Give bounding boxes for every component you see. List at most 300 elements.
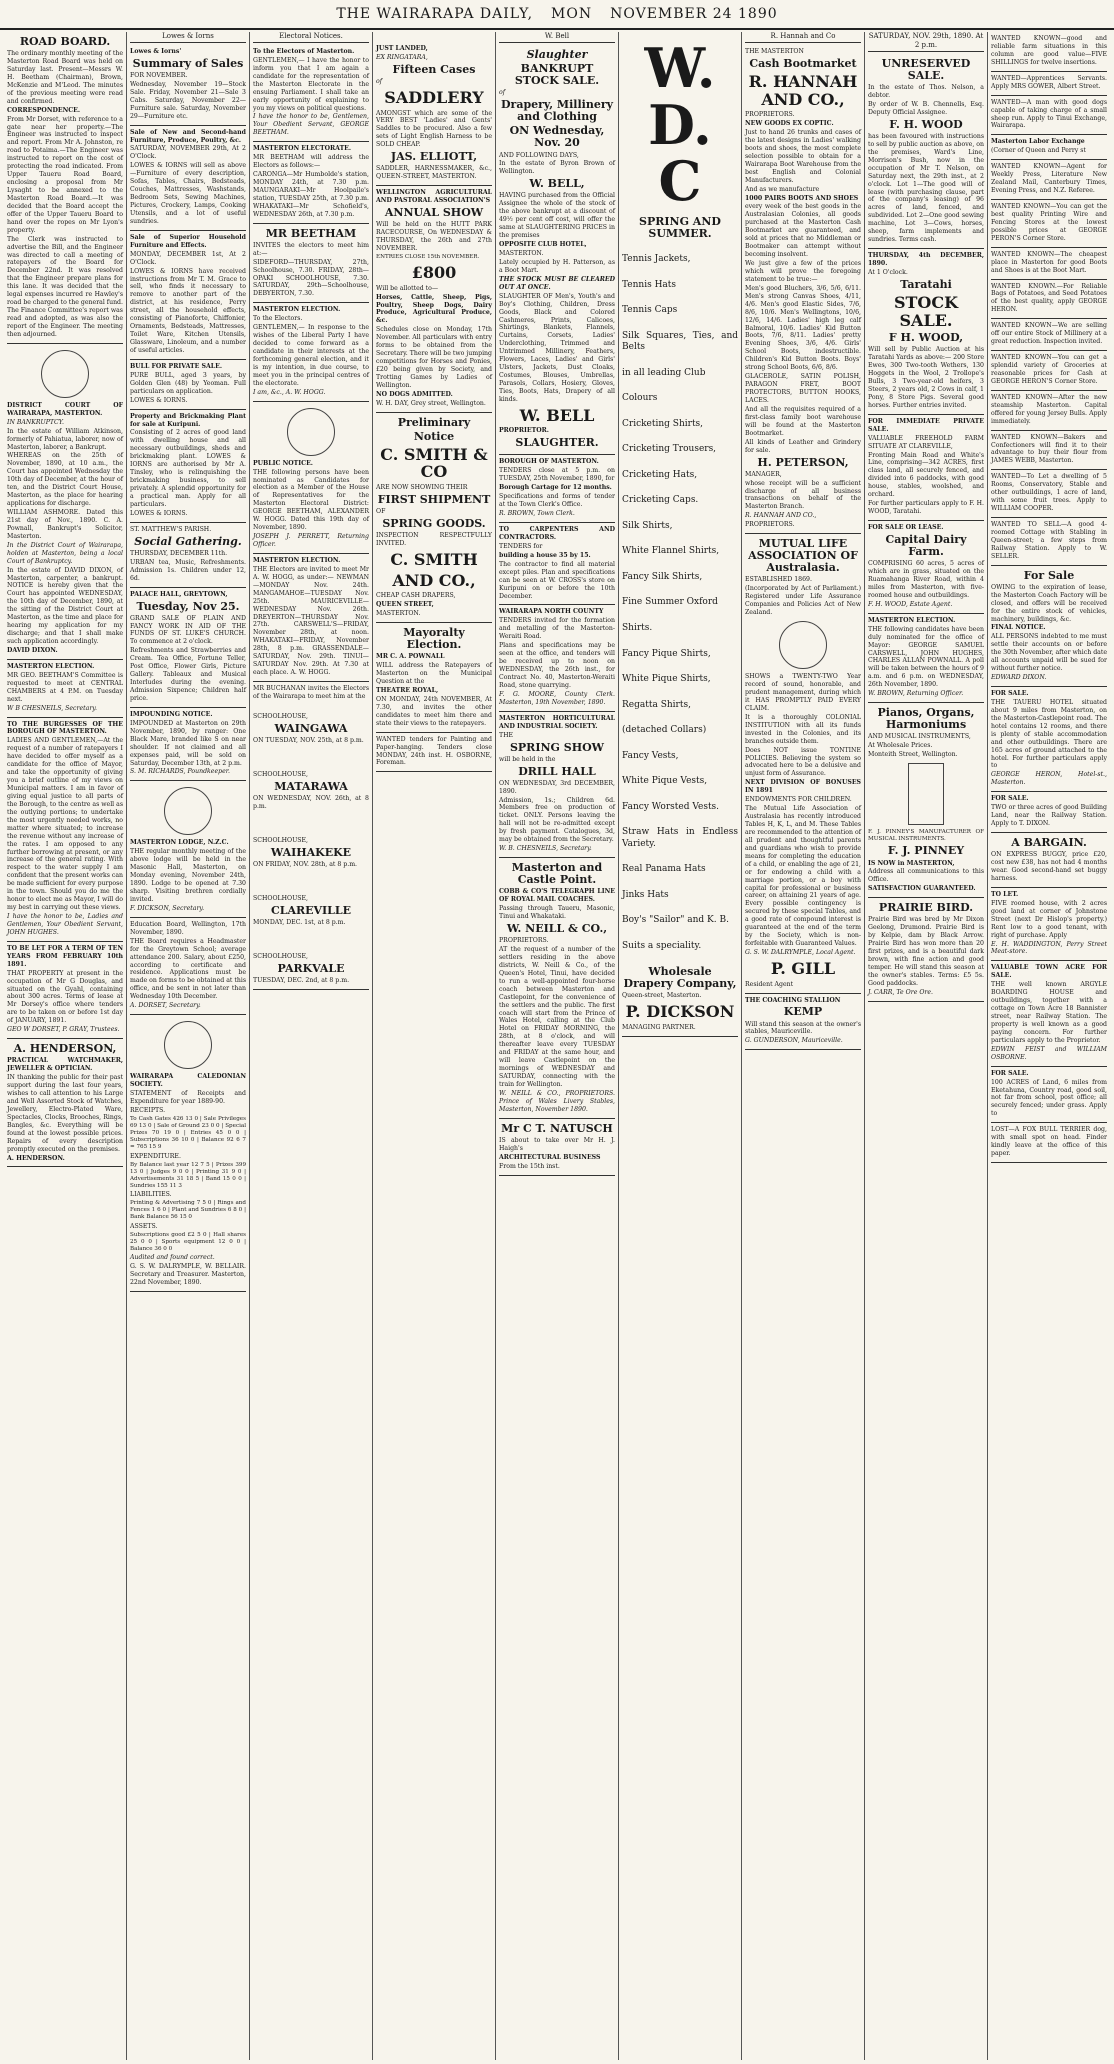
bargain-heading: A BARGAIN. [1011,836,1087,850]
mayoral-election-heading: MASTERTON ELECTION. [868,616,956,624]
architectural-business: ARCHITECTURAL BUSINESS [499,1153,601,1161]
beetham-address-body: GENTLEMEN,— I have the honor to inform you that I am again a candidate for the representation of the Masterton Electorate in the ensuing Parliament. I shall take an early opportunity of explaining to you my views on political questions. [253,56,369,112]
column-7-header: R. Hannah and Co [745,32,861,43]
labor-exchange-heading: Masterton Labor Exchange [991,138,1085,146]
lease-heading: FOR SALE OR LEASE. [868,524,944,531]
unreserved-sale [868,54,984,249]
place-clareville: CLAREVILLE [270,903,352,917]
pownall-date: ON MONDAY, 24th NOVEMBER, At 7.30, and invites the other candidates to meet him there and state their views to the ratepayers. [376,695,492,727]
hogg-to-electors: To the Electors. [253,315,303,323]
next-division: NEXT DIVISION OF BONUSES IN 1891 [745,779,861,795]
wanted-ad-text: WANTED—To Let a dwelling of 5 Rooms, Conservatory, Stable and other outbuildings, 1 acre of land, with some fruit trees. Apply to WILLIAM COOPER. [991,473,1107,513]
wdc-item: Colours [622,393,658,404]
caledonian-signature: G. S. W. DALRYMPLE, W. BELLAIR. Secretary and Treasurer. Masterton, 22nd November, 1890. [130,1262,246,1286]
cartage-heading: Borough Cartage for 12 months. [499,484,612,492]
lease-heading: TO BE LET FOR A TERM OF TEN YEARS FROM FEBRUARY 10th 1891. [7,944,123,968]
place-waingawa: WAINGAWA [274,721,348,735]
stock-sale-date: THURSDAY, 4th DECEMBER, 1890. [868,252,984,267]
coach-service-ad [499,858,615,1119]
coach-line: COBB & CO'S TELEGRAPH LINE OF ROYAL MAIL COACHES. [499,888,615,904]
burgesses-heading: TO THE BURGESSES OF THE BOROUGH OF MASTERTON. [7,720,123,736]
summary-schedule: Wednesday, November 19—Stock Sale. Friday, November 21—Sale 3 Cabs. Saturday, November 22—Furniture sale. Saturday, November 29—Furniture etc. [130,80,246,120]
lost-dog-ad [991,1123,1107,1163]
brickmaking-body: Consisting of 2 acres of good land with dwelling house and all necessary outbuildings, sheds and brickmaking plant. LOWES & IORNS are authorised by Mr A. Tinsley, who is relinquishing the brickmaking business, to sell privately. A splendid opportunity for a practical man. Apply for all particulars. [130,429,246,508]
hogg-meetings [253,554,369,682]
first-shipment: FIRST SHIPMENT [377,493,491,506]
beetham-name: MR BEETHAM [265,226,357,240]
painting-tenders [376,733,492,773]
column-8 [865,32,988,2060]
wanted-ad-text: WANTED KNOWN—The cheapest place in Masterton for good Boots and Shoes is at the Boot Mart. [991,250,1107,274]
hogg-election-heading: MASTERTON ELECTION. [253,306,341,314]
wanted-ad-text: WANTED KNOWN—Bakers and Confectioners will find it to their advantage to buy their flour from JAMES WEBB, Masterton. [991,433,1107,465]
column-5-header: W. Bell [499,32,615,43]
freehold-body: Fronting Main Road and White's Line, comprising—342 ACRES, first class land, all securely fenced, and divided into 6 paddocks, with good house, stables, woolshed, and orchard. [868,451,984,499]
prize-amount: £800 [411,263,457,283]
dairy-heading: Capital Dairy Farm. [885,532,967,559]
social-date: THURSDAY, DECEMBER 11th. [130,549,228,557]
established: ESTABLISHED 1869. [745,576,812,584]
peterson-name: H. PETERSON, [757,455,849,469]
wdc-item: White Pique Vests, [622,776,708,787]
wood-body: has been favoured with instructions to sell by public auction as above, on the premises, Ward's Line, Morrison's Bush, now in the occupation of Mr T. Nelson, on Saturday next, the 29th inst., at 2 o'clock. Lot 1—The good will of lease (with purchasing clause, part of the company's leasing) of 96 acres of land, fenced, and subdivided. Lot 2—One good sewing machine, Lot 3—Cows, horses, sheep, farm implements and sundries. Terms cash. [868,132,984,244]
electorate-meetings [253,142,369,223]
caledonian-heading: WAIRARAPA CALEDONIAN SOCIETY. [130,1073,246,1089]
bull-sale-signature: LOWES & IORNS. [130,396,188,404]
household-sale-date: MONDAY, DECEMBER 1st, At 2 O'Clock. [130,250,246,266]
parish-name: ST. MATTHEW'S PARISH. [130,525,212,533]
show-secretary: W. H. DAY, Grey street, Wellington. [376,399,486,407]
palace-hall-heading: PALACE HALL, GREYTOWN, [130,590,228,598]
spring-show-ad [499,712,615,858]
fair-body: Refreshments and Strawberries and Cream. Tea Office, Fortune Teller, Post Office, Flower Girls, Picture Gallery. Tableaux and Musical Interludes during the evening. Admission Sixpence; Children half price. [130,647,246,702]
returning-officer: JOSEPH J. PERRETT, Returning Officer. [253,533,369,549]
wanted-ad-text: WANTED TO SELL—A good 4-roomed Cottage with Stabling in Queen-street; a few steps from Railway Station. Apply to W. SELLER. [991,521,1107,560]
now-in-masterton: IS NOW in MASTERTON, [868,859,955,867]
wdc-item: Boy's "Sailor" and K. B. [622,915,729,926]
building-land-sale [991,792,1107,833]
smith-preliminary-ad [376,413,492,623]
wdc-ad [622,32,738,1037]
education-body: THE Board requires a Headmaster for the Greytown School; average attendance 200. Salary, about £250, according to certificate and residence. Applications must be made on forms to be obtained at this office, and be sent in not later than Wednesday 10th December. [130,937,246,1001]
mayoral-address-body: LADIES AND GENTLEMEN,—At the request of a number of ratepayers I have decided to offer myself as a candidate for the office of Mayor, and take the opportunity of giving you a brief outline of my views on Municipal matters. I am in favor of giving equal justice to all parts of the Borough, to the centre as well as the outlying portions; to undertake the most urgently needed works, no matter where situated; to increase the revenue without any increase of the rates. I am opposed to any further borrowing at present, or any increase of the general rating. With respect to the water supply I am confident that the present works can be made sufficient for every purpose in the town. Should you do me the honor to elect me as Mayor, I will do my best in carrying out these views. [7,737,123,912]
henderson-signature: A. HENDERSON. [7,1154,65,1162]
elliott-name: JAS. ELLIOTT, [390,150,478,164]
fair-date: Tuesday, Nov 25. [136,599,240,613]
stock-sale-time: At 1 O'clock. [868,268,908,276]
horticultural-heading: MASTERTON HORTICULTURAL AND INDUSTRIAL SOCIETY. [499,714,615,730]
furniture-sale [130,126,246,231]
wanted-ad-text: WANTED—Apprentices Servants. Apply MRS GOWER, Albert Street. [991,74,1107,90]
queen-street: QUEEN STREET, [376,601,434,609]
wholesale-address: Queen-street, Masterton. [622,992,702,1000]
cartage-body: Specifications and forms of tender at the Town Clerk's Office. [499,493,615,509]
furniture-sale-body: LOWES & IORNS will sell as above—Furniture of every description, Sofas, Tables, Chairs, Bedsteads, Couches, Mattresses, Washstands, Bedroom Sets, Sewing Machines, Pictures, Crockery, Lamps, Cooking Utensils, and a lot of useful sundries. [130,162,246,225]
stock-cleared: THE STOCK MUST BE CLEARED OUT AT ONCE. [499,275,615,291]
freehold-heading: VALUABLE FREEHOLD FARM SITUATE AT CLAREVILLE, [868,434,984,450]
show-signature: W. B. CHESNEILS, Secretary. [499,845,592,853]
receipts-lines: To Cash Gates 426 13 0 | Sale Privileges 69 13 0 | Sale of Ground 23 0 0 | Special Prizes 70 19 0 | Entries 45 0 0 | Subscriptions 36 10 0 | Balance 92 6 7 = 765 15 9 [130,1115,246,1151]
wdc-item: Fine Summer Oxford [622,597,718,608]
wanted-ad-text: WANTED—A man with good dogs capable of taking charge of a small sheep run. Apply to Tinui Exchange, Wairarapa. [991,98,1107,130]
freehold-further: For further particulars apply to F. H. WOOD, Taratahi. [868,500,984,516]
furniture-sale-heading: Sale of New and Second-hand Furniture, Produce, Poultry, &c. [130,128,246,144]
lodge-body: THE regular monthly meeting of the above lodge will be held in the Masonic Hall, Masterton, on Monday evening, November 24th, 1890. Lodge to be opened at 7.30 sharp. Visiting brethren cordially invited. [130,848,246,903]
assets-heading: ASSETS. [130,1222,158,1230]
drill-hall: DRILL HALL [518,764,596,778]
schoolhouse-2: SCHOOLHOUSE, [253,770,309,778]
correspondence-body: From Mr Dorset, with reference to a gate near her property.—The Engineer was instructed to inspect and report. From Mr A. Johnston, re road to Potaima.—The Engineer was instructed to report on the cost of protecting the road indicated. From Upper Taueru Road Board, enclosing a proposal from Mr Lysaght to be annexed to the Masterton Road Board.—It was decided that the Board accept the offer of the Upper Taueru Board to hand over the ropes on Mr Lyon's property. [7,115,123,234]
pairs-body: every week of the best goods in the Australasian Colonies, all goods purchased at the Masterton Cash Bootmarket are guaranteed, and sold at prices that no Middleman or Bootmaker can attempt without becoming insolvent. [745,203,861,259]
bull-sale-heading: BULL FOR PRIVATE SALE. [130,362,222,370]
pinney-label: F. J. PINNEY'S MANUFACTURER OF MUSICAL INSTRUMENTS. [868,829,984,843]
proprietors-label: PROPRIETORS. [745,111,795,119]
coach-factory-body: OWING to the expiration of lease, the Masterton Coach Factory will be closed, and offers will be received for the entire stock of vehicles, machinery, buildings, &c. [991,583,1107,623]
estate-line: In the estate of Thos. Nelson, a debtor. [868,84,984,100]
wdc-item: Cricketing Caps. [622,495,699,506]
cheap-cash-drapers: CHEAP CASH DRAPERS, [376,592,456,600]
wanted-ad-4 [991,160,1107,200]
column-7 [742,32,865,2060]
date-matarawa: ON WEDNESDAY, NOV. 26th, at 8 p.m. [253,794,369,810]
invites-line: INVITES the electors to meet him at:— [253,241,369,257]
buchanan-intro: MR BUCHANAN invites the Electors of the Wairarapa to meet him at the [253,685,369,700]
columns [4,32,1110,2060]
coat-of-arms-icon [41,350,89,398]
coach-route: Passing through Taueru, Masonic, Tinui and Whakataki. [499,905,615,921]
show-categories: Horses, Cattle, Sheep, Pigs, Poultry, Sheep Dogs, Dairy Produce, Agricultural Produce, &c. [376,293,492,325]
land-sale-body: 100 ACRES of Land, 6 miles from Eketahuna, Country road, good soil, not far from school, post office; all securely fenced; under grass. Apply to [991,1078,1107,1118]
north-county-tender [499,605,615,711]
will-be-held: will be held in the [499,755,556,763]
social-gathering [130,523,246,588]
election-heading: MASTERTON ELECTION. [7,662,95,670]
column-8-header: SATURDAY, NOV. 29th, 1890. At 2 p.m. [868,32,984,52]
lowes-iorns-summary [130,45,246,126]
brickmaking-signature: LOWES & IORNS. [130,509,188,517]
schoolhouse-4: SCHOOLHOUSE, [253,894,309,902]
town-acre-sale [991,961,1107,1066]
place-waihakeke: WAIHAKEKE [270,845,352,859]
expenditure-heading: EXPENDITURE. [130,1152,181,1160]
hotel-sale-body: THE TAUERU HOTEL situated about 9 miles from Masterton, on the Masterton-Castlepoint road. The hotel contains 12 rooms, and there is plenty of stable accommodation and other outbuildings. There are 165 acres of ground attached to the hotel. For further particulars apply to [991,698,1107,770]
electorate-heading: MASTERTON ELECTORATE. [253,145,352,153]
final-notice-heading: FINAL NOTICE. [991,624,1046,632]
wdc-item: Real Panama Hats [622,864,706,875]
local-agent: G. S. W. DALRYMPLE, Local Agent. [745,949,856,957]
admission-body: Admission, 1s.; Children 6d. Members free on production of ticket. ONLY. Persons leaving the hall will not be re-admitted except by fresh payment. Catalogues, 3d, may be obtained from the Secretary. [499,796,615,844]
masterton-line: MASTERTON. [499,250,544,258]
house-tender [499,523,615,605]
dickson-name: P. DICKSON [625,1002,735,1022]
meeting-places: SIDEFORD—THURSDAY, 27th, Schoolhouse, 7.30. FRIDAY, 28th—OPAKI SCHOOLHOUSE, 7.30. SATURDAY, 29th—Schoolhouse, DEBYERTON, 7.30. [253,258,369,298]
slaughter-footer: SLAUGHTER. [515,436,599,450]
private-sale-heading: FOR IMMEDIATE PRIVATE SALE. [868,417,984,433]
elliott-subtitle: SADDLER, HARNESSMAKER, &c., QUEEN-STREET, MASTERTON. [376,165,492,181]
wdc-item: Tennis Jackets, [622,254,691,265]
wanted-ad-8 [991,319,1107,351]
for-sale-heading: For Sale [1023,568,1075,582]
wdc-item: Tennis Caps [622,305,678,316]
bull-sale-body: PURE BULL, aged 3 years, by Golden Glen (48) by Yeoman. Full particulars on application. [130,371,246,395]
to-let-ad [991,888,1107,962]
education-signature: A. DORSET, Secretary. [130,1002,201,1010]
pownall-name: MR C. A. POWNALL [376,653,445,661]
bankruptcy-heading: IN BANKRUPTCY. [7,418,65,426]
town-acre-body: THE well known ARGYLE BOARDING HOUSE and outbuildings, together with a cottage on Town Acre 18 Bannister street, near Railway Station. The property is well known as a good paying concern. For further particulars apply to the Proprietor. [991,981,1107,1044]
mayoral-election-body: THE following candidates have been duly nominated for the office of Mayor: GEORGE SAMUEL CARSWELL, JOHN HUGHES, CHARLES ALLAN POWNALL. A poll will be taken between the hours of 9 a.m. and 6 p.m. on WEDNESDAY, 26th November, 1890. [868,625,984,689]
dairy-farm-ad [868,521,984,614]
to-electors-heading: To the Electors of Masterton. [253,47,355,55]
social-body: URBAN tea, Music, Refreshments. Admission 1s. Children under 12, 6d. [130,558,246,582]
column-4 [373,32,496,2060]
wanted-ad-12 [991,470,1107,518]
wanted-ad-text: WANTED KNOWN—Agent for Weekly Press, Literature New Zealand Mail, Canterbury Times, Evening Press, and N.Z. Referee. [991,163,1107,195]
labor-exchange-address: (Corner of Queen and Perry st [991,147,1086,155]
correspondence-heading: CORRESPONDENCE. [7,106,81,114]
town-acre-signature: EDWIN FEIST and WILLIAM OSBORNE. [991,1045,1107,1061]
annual-show-body: Will be held on the HUTT PARK RACECOURSE, On WEDNESDAY & THURSDAY, the 26th and 27th NOVEMBER. [376,221,492,252]
masthead-title: THE WAIRARAPA DAILY, [336,6,534,22]
election-body: MR GEO. BEETHAM'S Committee is requested to meet at CENTRAL CHAMBERS at 4 P.M. on Tuesday next. [7,671,123,703]
wdc-item: (detached Collars) [622,725,707,736]
kemp-body: Will stand this season at the owner's stables, Mauriceville. [745,1020,861,1036]
natusch-ad [499,1119,615,1176]
wanted-ad-9 [991,351,1107,391]
bell-name: W. BELL, [529,177,585,191]
lodge-notice [130,781,246,917]
public-notice-heading: PUBLIC NOTICE. [253,459,313,467]
prairie-bird-body: Prairie Bird was bred by Mr Dixon Geelong, Drumond. Prairie Bird is by Kelpie, dam by Black Arrow. Prairie Bird has won more than 20 first prizes, and is a beautiful dark brown, with fine action and good temper. He will stand this season at the owner's stables. Terms: £5 5s. Good paddocks. [868,916,984,987]
society-emblem-icon [164,1021,212,1069]
wanted-ad-10 [991,391,1107,431]
wanted-ad-6 [991,248,1107,280]
waddington-signature: E. H. WADDINGTON, Perry Street Meat-store. [991,940,1107,956]
estate-line: In the estate of Byron Brown of Wellington. [499,160,615,176]
spring-summer-heading: SPRING AND SUMMER. [639,215,721,241]
wdc-item: Fancy Vests, [622,750,679,761]
bankruptcy-2-signature: DAVID DIXON. [7,646,58,654]
of-word: of [376,77,383,85]
lately-occupied: Lately occupied by H. Patterson, as a Boot Mart. [499,258,615,274]
slaughter-heading: Slaughter [526,47,588,61]
audited-note: Audited and found correct. [130,1254,215,1262]
wdc-item-list [622,254,738,952]
hotel-sale [991,687,1107,792]
hogg-signature: I am, &c., A. W. HOGG. [253,388,326,396]
building-land-heading: FOR SALE. [991,795,1029,803]
land-sale [991,1067,1107,1124]
heron-signature: GEORGE HERON, Hotel-st., Masterton. [991,771,1107,787]
of-word: of [499,89,506,97]
saddlery-ad [376,32,492,186]
show-notes: Schedules close on Monday, 17th November. All particulars with entry forms to be obtained from the Secretary. There will be two jumping competitions for Horses and Ponies, £20 being given by Society, and Trotting Games by Ladies of Wellington. [376,326,493,389]
bell-slaughter-ad [499,45,615,456]
mayoral-address [7,718,123,942]
lease-signature: GEO W DORSET, P. GRAY, Trustees. [7,1026,120,1034]
firm-name: Lowes & Iorns' [130,47,182,55]
place-parkvale: PARKVALE [277,961,345,975]
wdc-item: Tennis Hats [622,279,677,290]
beetham-address [253,45,369,142]
stock-list: SLAUGHTER OF Men's, Youth's and Boy's Clothing, Children, Dress Goods, Black and Colored Cashmeres, Prints, Calicoes, Shirtings, Blankets, Flannels, Curtains, Corsets, Ladies' Underclothing, Trimmed and Untrimmed Millinery, Feathers, Flowers, Laces, Ladies' and Girls' Ulsters, Jackets, Dust Cloaks, Costumes, Blouses, Umbrellas, Parasols, Collars, Hosiery, Gloves, Ties, Boots, Hats, Drapery of all kinds. [499,292,615,403]
assets-lines: Subscriptions good £2 5 0 | Hall shares 25 0 0 | Sports equipment 12 0 0 | Balance 36 0 0 [130,1231,246,1252]
notice-heading: Notice [413,429,455,443]
north-county-body: Plans and specifications may be seen at the office, and tenders will be received up to noon on WEDNESDAY, the 26th inst., for Contract No. 40, Masterton-Weraiti Road, stone quarrying. [499,642,615,689]
house-tender-body: The contractor to find all material except piles. Plan and specifications can be seen at W. CROSS's store on Kuripuni on or before the 10th December. [499,560,615,600]
date-waihakeke: ON FRIDAY, NOV. 28th, at 8 p.m. [253,860,358,868]
statement-heading: STATEMENT of Receipts and Expenditure for year 1889-90. [130,1090,246,1105]
column-3 [250,32,373,2060]
natusch-date: From the 15th inst. [499,1162,560,1170]
schoolhouse-1: SCHOOLHOUSE, [253,712,309,720]
place-matarawa: MATARAWA [274,779,348,793]
masthead [0,0,1114,30]
building-land-body: TWO or three acres of good Building Land, near the Railway Station. Apply to T. DIXON. [991,804,1107,828]
the-word: THE [499,731,514,739]
election-signature: W B CHESNEILS, Secretary. [7,704,97,712]
henderson-ad [7,1039,123,1167]
wanted-ad-11 [991,431,1107,471]
bankruptcy-2-heading: In the District Court of Wairarapa, holden at Masterton, being a local Court of Bankruptcy. [7,541,123,565]
wdc-item: Cricketing Shirts, [622,418,704,429]
road-board-body: The ordinary monthly meeting of the Masterton Road Board was held on Saturday last. Present—Messrs W. H. Beetham (Chairman), Brown, McKenzie and M'Leod. The minutes of the previous meeting were read and confirmed. [7,50,123,105]
masterton-line: MASTERTON. [376,610,421,618]
henderson-subtitle: PRACTICAL WATCHMAKER, JEWELLER & OPTICIAN. [7,1057,123,1073]
no-dogs: NO DOGS ADMITTED. [376,390,453,398]
annual-show-ad [376,186,492,413]
impounding-notice [130,708,246,782]
wdc-item: White Flannel Shirts, [622,546,720,557]
mayoral-returning-officer: W. BROWN, Returning Officer. [868,690,964,698]
hogg-meetings-heading: MASTERTON ELECTION. [253,556,341,564]
wanted-ad-text: WANTED KNOWN—You can get a splendid variety of Groceries at reasonable prices for Cash at GEORGE HERON'S Corner Store. [991,354,1107,385]
wanted-ad-3 [991,96,1107,136]
wholesale-drapery-name: Wholesale Drapery Company, [623,965,737,991]
bell-body: HAVING purchased from the Official Assignee the whole of the stock of the above bankrupt at a discount of 49½ per cent off cost, will offer the same at SLAUGHTERING PRICES in the premises [499,192,615,240]
henderson-body: IN thanking the public for their past support during the last four years, wishes to call attention to his Large and Well Assorted Stock of Watches, Jewellery, Electro-Plated Ware, Spectacles, Clocks, Brooches, Rings, Bangles, &c. Everything will be found at the lowest possible prices. Repairs of every description promptly executed on the premises. [7,1074,123,1153]
wanted-ad-2 [991,72,1107,96]
mutual-life-heading: MUTUAL LIFE ASSOCIATION OF Australasia. [748,537,858,575]
column-5 [496,32,619,2060]
dairy-body: COMPRISING 60 acres, 5 acres of which are in grass, situated on the Ruamahanga River Road, within 4 miles from Masterton, with five-roomed house and outbuildings. [868,560,984,599]
liabilities-lines: Printing & Advertising 7 5 0 | Rings and Fences 1 6 0 | Plant and Sundries 6 8 0 | Bank Balance 56 15 0 [130,1200,246,1221]
the-masterton: THE MASTERTON [745,47,804,55]
wanted-ad-7 [991,280,1107,320]
date-clareville: MONDAY, DEC. 1st, at 8 p.m. [253,918,346,926]
borough-cartage-tender [499,455,615,523]
palace-hall-fair [130,588,246,708]
mayoralty-heading: Mayoralty Election. [403,626,465,652]
managing-partner: MANAGING PARTNER. [622,1023,696,1031]
stallion-heading: THE COACHING STALLION [745,996,841,1004]
brickmaking-heading: Property and Brickmaking Plant for sale at Kuripuni. [130,412,246,428]
cartage-signature: R. BROWN, Town Clerk. [499,510,575,518]
road-board-report [7,32,123,344]
wdc-item: Jinks Hats [622,889,669,900]
freehold-farm-sale [868,415,984,521]
manager-label: MANAGER, [745,470,782,478]
saddlery-heading: SADDLERY [384,87,484,107]
summary-heading: Summary of Sales [132,56,244,70]
bankruptcy-2-body: In the estate of DAVID DIXON, of Masterton, carpenter, a bankrupt. NOTICE is hereby given that the Court has appointed WEDNESDAY, the 10th day of December, 1890, at the sitting of the District Court at Masterton, as the time and place for hearing my application for my discharge; and that I shall make such application accordingly. [7,566,123,646]
satisfaction-guaranteed: SATISFACTION GUARANTEED. [868,885,976,893]
column-6 [619,32,742,2060]
fifteen-cases: Fifteen Cases [392,62,476,76]
pinney-name: F. J. PINNEY [887,844,965,858]
mayoral-address-signature: I have the honor to be, Ladies and Gentlemen, Your Obedient Servant, JOHN HUGHES. [7,913,123,936]
masthead-date: NOVEMBER 24 1890 [610,6,778,22]
piano-icon [908,763,944,825]
stock-sale-heading: STOCK SALE. [893,292,959,330]
wdc-item: Suits a speciality. [622,940,702,951]
wanted-ad-text: WANTED KNOWN—You can get the best quality Printing Wire and Fencing Stores at the lowest possible prices at GEORGE PERON'S Corner Store. [991,203,1107,242]
spring-show-heading: SPRING SHOW [509,740,605,754]
date-waingawa: ON TUESDAY, NOV. 25th, at 8 p.m. [253,736,364,744]
impounding-heading: IMPOUNDING NOTICE. [130,710,213,718]
contractors-heading: TO CARPENTERS AND CONTRACTORS. [499,526,615,541]
impounding-body: IMPOUNDED at Masterton on 29th November, 1890, by ranger: One Black Mare, branded like S on near shoulder. If not claimed and all expenses paid, will be sold on Saturday, December 13th, at 2 p.m. [130,719,246,767]
land-sale-heading: FOR SALE. [991,1069,1029,1077]
wdc-item: Silk Squares, Ties, and Belts [622,330,738,353]
endowments-heading: ENDOWMENTS FOR CHILDREN. [745,796,852,804]
peterson-body: whose receipt will be a sufficient discharge of all business transactions on behalf of the Masterton Branch. [745,479,861,511]
polish-list: GLACEROLE, SATIN POLISH, PARAGON FRET, BOOT PROTECTORS, BUTTON HOOKS, LACES. [745,373,861,404]
wdc-item: Straw Hats in Endless Variety. [622,827,738,849]
court-heading: DISTRICT COURT OF WAIRARAPA, MASTERTON. [7,401,123,417]
neill-proprietors: PROPRIETORS. [499,937,549,945]
column-9 [988,32,1110,2060]
column-2-header: Lowes & Iorns [130,32,246,43]
order-line: By order of W. B. Chennells, Esq. Deputy Official Assignee. [868,100,984,116]
painting-tenders-body: WANTED tenders for Painting and Paper-hanging. Tenders close MONDAY, 24th inst. H. OSBORNE, Foreman. [376,735,492,767]
lease-body: THAT PROPERTY at present in the occupation of Mr G Douglas, and situated on the Gyahl, containing about 300 acres. Terms of lease at Mr Dorsey's office where tenders are to be taken on or before 1st day of JANUARY, 1891. [7,969,123,1025]
receipts-heading: RECEIPTS. [130,1106,166,1114]
unreserved-heading: UNRESERVED SALE. [881,56,971,82]
kemp-signature: G. GUNDERSON, Mauriceville. [745,1037,843,1045]
cash-bootmarket: Cash Bootmarket [749,56,857,70]
electorate-intro: MR BEETHAM will address the Electors as follows:— [253,154,369,170]
coat-of-arms-icon [287,408,335,456]
final-notice-body: ALL PERSONS indebted to me must settle their accounts on or before the 30th November, after which date all accounts unpaid will be sued for without further notice. [991,633,1107,673]
labor-exchange [991,135,1107,160]
coach-factory-sale [991,566,1107,687]
election-committee-notice [7,660,123,718]
smith-name-2: C. SMITH [390,550,478,569]
wanted-ad-text: WANTED KNOWN.—For Reliable Bags of Potatoes, and Seed Potatoes of the best quality, apply GEORGE HERON. [991,282,1107,314]
house-tender-intro: TENDERS for [499,542,543,550]
prairie-bird-heading: PRAIRIE BIRD. [878,901,974,915]
bargain-body: ON EXPRESS BUGGY, price £20, cost new £38, has not had 4 months wear. Good second-hand set buggy harness. [991,851,1107,882]
lost-dog-body: LOST—A FOX BULL TERRIER dog, with small spot on head. Finder kindly leave at the office of this paper. [991,1126,1107,1158]
wanted-ad-text: WANTED KNOWN—good and reliable farm situations in this column are good value—FIVE SHILLINGS for twelve insertions. [991,35,1107,66]
pinney-orders: Address all communications to this Office. [868,868,984,884]
new-goods: NEW GOODS EX COPTIC. [745,120,834,128]
schoolhouse-5: SCHOOLHOUSE, [253,952,309,960]
bankruptcy-1-body: WHEREAS on the 25th of November, 1890, at 10 a.m., the Court has appointed Wednesday the 10th day of December, at the hour of ten, and the District Court House, Masterton, as the place for hearing applications for discharge. [7,452,123,508]
wood-name-2: F H. WOOD, [888,331,964,345]
beetham-signature: I have the honor to be, Gentlemen, Your Obedient Servant, GEORGE BEETHAM. [253,113,369,137]
prize-subtitle: Will be allotted to— [376,284,439,292]
wdc-item: Silk Shirts, [622,520,673,531]
saddlery-body: AMONGST which are some of the VERY BEST 'Ladies' and Gents' Saddles to be procured. Also a few sets of Light English Harness to be SOLD CHEAP. [376,109,492,149]
bargain-ad [991,833,1107,888]
prices-list: Men's good Bluchers, 3/6, 5/6, 6/11. Men's strong Canvas Shoes, 4/11, 4/6. Men's good Elastic Sides, 7/6, 8/6, 10/6. Men's Wellingtons, 10/6, 12/6, 14/6. Ladies' high leg calf Balmoral, 10/6. Ladies' Kid Button Boots, 7/6, 8/11. Ladies' pretty Evening Shoes, 3/6, 4/6. Girls' School Boots, indestructible. Children's Kid Button Boots. Boys' strong School Boots, 6/6, 8/6. [745,284,861,372]
mayoralty-ad [376,623,492,733]
wanted-ad-1 [991,32,1107,72]
house-heading: building a house 35 by 15. [499,551,591,559]
column-2 [127,32,250,2060]
